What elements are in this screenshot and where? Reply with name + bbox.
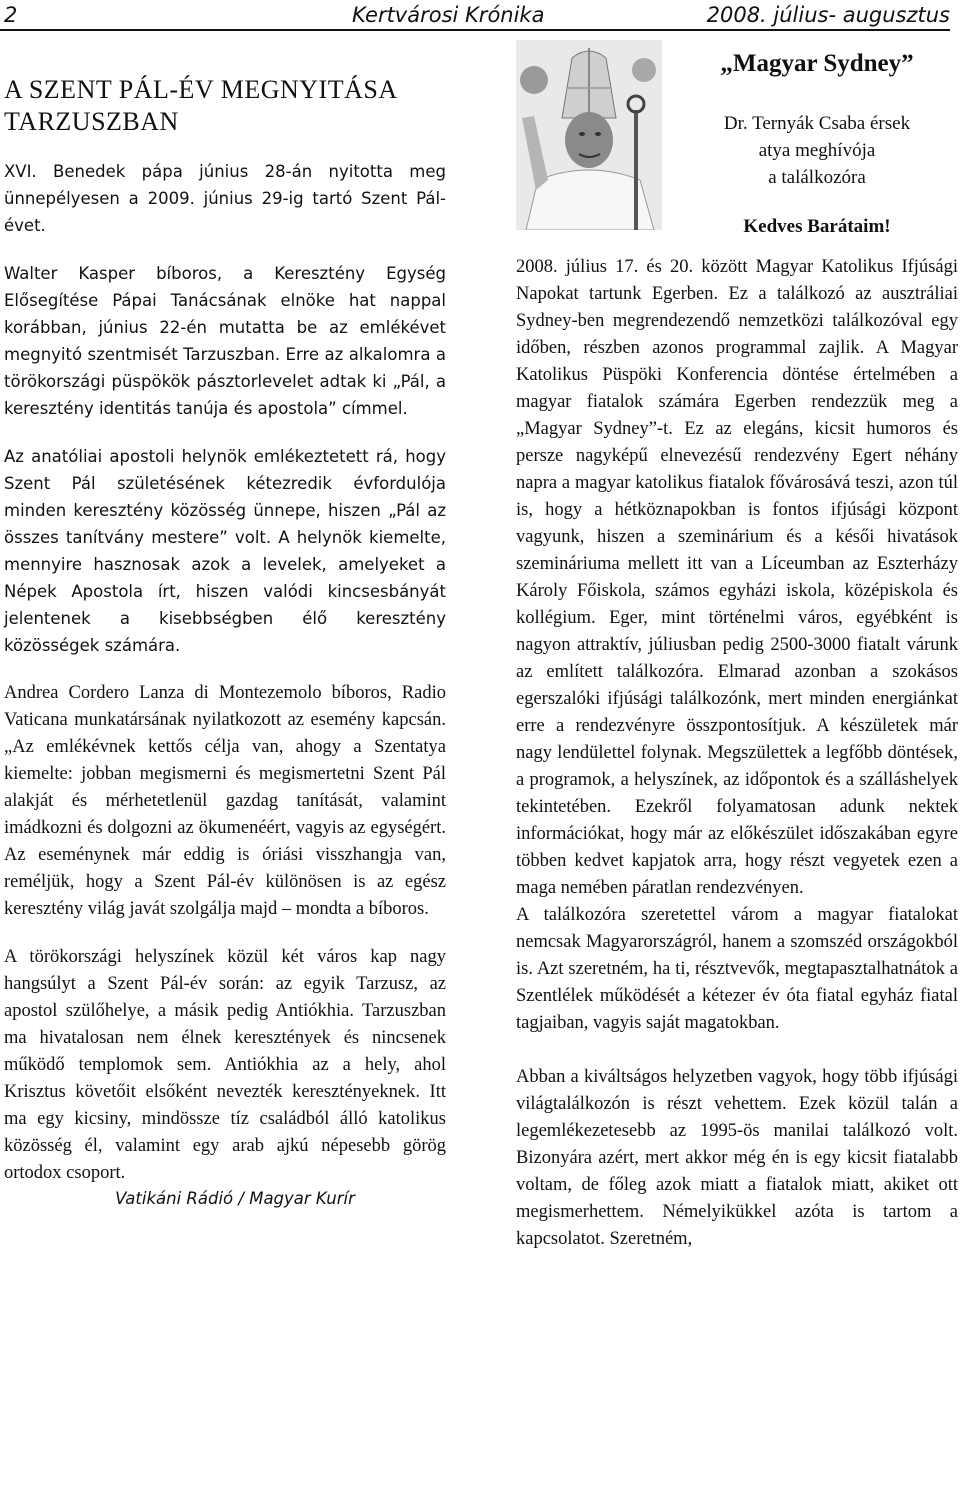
article-paragraph: Walter Kasper bíboros, a Keresztény Egység Elősegítése Pápai Tanácsának elnöke hat nappal korábban, június 22-én mutatta be az emlékévet megnyitó szentmisét Tarzuszban. Erre az alkalomra a törökországi püspökök pásztorlevelet adtak ki „Pál, a keresztény identitás tanúja és apostola” címmel. (4, 264, 446, 418)
greeting: Kedves Barátaim! (743, 216, 891, 237)
article-paragraph: XVI. Benedek pápa június 28-án nyitotta meg ünnepélyesen a 2009. június 29-ig tartó Szent Pál-évet. (4, 162, 446, 235)
article-paragraph: Az anatóliai apostoli helynök emlékeztetett rá, hogy Szent Pál születésének kétezredik évfordulója minden keresztény közösség ünnepe, hiszen „Pál az összes tanítvány mestere” volt. A helynök kiemelte, mennyire hasznosak azok a levelek, amelyeket a Népek Apostola írt, hiszen valódi kincsesbányát jelentenek a kisebbségben élő keresztény közösségek számára. (4, 447, 446, 655)
article-paragraph: A találkozóra szeretettel várom a magyar fiatalokat nemcsak Magyarországról, hanem a szomszéd országokból is. Azt szeretném, ha ti, résztvevők, megtapasztalhatnátok a Szentlélek működését a kétezer év óta fiatal egyház fiatal tagjaiban, vagyis saját magatokban. (516, 905, 958, 1033)
invitation-line: a találkozóra (768, 167, 866, 188)
article-paragraph: 2008. július 17. és 20. között Magyar Katolikus Ifjúsági Napokat tartunk Egerben. Ez a találkozó az ausztráliai Sydney-ben megrendezendő nemzetközi találkozóval egy időben, részben azonos programmal zajlik. A Magyar Katolikus Püspöki Konferencia döntése értelmében a magyar fiatalok számára Egerben rendezzük meg a „Magyar Sydney”-t. Ez az elegáns, kicsit humoros és persze nagyképű elnevezésű rendezvény Egert néhány napra a magyar katolikus fiatalok fővárosává teszi, azon túl is, hogy a hétköznapokban is fontos ifjúsági központ vagyunk, hiszen a szeminárium és a késői hivatások szemináriuma mellett itt van a Líceumban az Eszterházy Károly Főiskola, számos egyházi iskola, középiskola és kollégium. Eger, mint történelmi város, egyébként is nagyon attraktív, júliusban pedig 2500-3000 fiatalt várunk az említett találkozóra. Elmarad azonban a szokásos egerszalóki ifjúsági találkozónk, mert minden energiánkat erre a rendezvényre összpontosítjuk. A készületek már nagy lendülettel folynak. Megszülettek a legfőbb döntések, a programok, a helyszínek, az időpontok és a szálláshelyek tekintetében. Ezekről folyamatosan adunk nektek információkat, hogy már az előkészület időszakában egyre többen kedvet kapjatok arra, hogy részt vegyetek ezen a maga nemében páratlan rendezvényen. (516, 257, 958, 898)
article-source: Vatikáni Rádió / Magyar Kurír (115, 1189, 355, 1208)
page-header (0, 0, 960, 30)
invitation-line: Dr. Ternyák Csaba érsek (723, 113, 911, 134)
archbishop-photo (516, 40, 662, 230)
left-article (4, 74, 446, 1208)
article-title: A SZENT PÁL-ÉV MEGNYITÁSA TARZUSZBAN (4, 75, 397, 136)
article-body (516, 254, 958, 1253)
article-title: „Magyar Sydney” (720, 50, 914, 77)
article-paragraph: Andrea Cordero Lanza di Montezemolo bíboros, Radio Vaticana munkatársának nyilatkozott az esemény kapcsán. „Az emlékévnek kettős célja van, ahogy a Szentatya kiemelte: jobban megismerni és megismertetni Szent Pál alakját és mérhetetlenül gazdag tanítását, valamint imádkozni és dolgozni az ökumenéért, vagyis az egységért. Az eseménynek már eddig is óriási visszhangja van, reméljük, hogy a Szent Pál-év különösen is az egész keresztény világ javát szolgálja majd – mondta a bíboros. (4, 683, 446, 919)
page-number: 2 (4, 3, 18, 27)
header-rule (0, 29, 950, 31)
article-paragraph: Abban a kiváltságos helyzetben vagyok, hogy több ifjúsági világtalálkozón is részt vehettem. Ezek közül talán a legemlékezetesebb az 1995-ös manilai találkozó volt. Bizonyára azért, mert akkor még én is egy kicsit fiatalabb voltam, de főleg azok miatt a fiatalok miatt, akiket ott megismerhettem. Némelyikükkel azóta is tartom a kapcsolatot. Szeretném, (516, 1067, 958, 1249)
issue-date: 2008. július- augusztus (706, 3, 950, 27)
invitation-block (676, 110, 958, 191)
article-paragraph: A törökországi helyszínek közül két város kap nagy hangsúlyt a Szent Pál-év során: az egyik Tarzusz, az apostol szülőhelye, a másik pedig Antiókhia. Tarzuszban ma hivatalosan nem élnek keresztények és nincsenek működő templomok sem. Antiókhia az a hely, ahol Krisztus követőit elsőként nevezték keresztényeknek. Itt ma egy kicsiny, mindössze tíz családból álló katolikus közösség él, valamint egy arab ajkú népesebb görög ortodox csoport. (4, 947, 446, 1183)
publication-title: Kertvárosi Krónika (352, 3, 545, 27)
invitation-line: atya meghívója (758, 140, 876, 161)
